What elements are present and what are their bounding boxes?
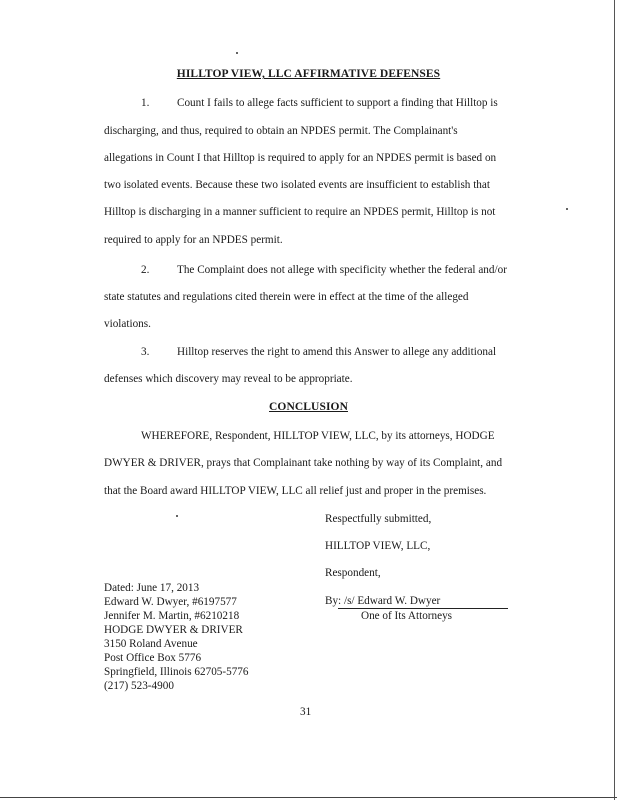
item1-line: Hilltop is discharging in a manner sufficient to require an NPDES permit, Hilltop is not [104,206,496,218]
page-number: 31 [300,706,312,718]
counsel-line: (217) 523-4900 [104,680,174,692]
signature-party: HILLTOP VIEW, LLC, [325,540,431,552]
conclusion-heading: CONCLUSION [269,401,348,413]
counsel-line: Dated: June 17, 2013 [104,582,200,594]
item1-line: Count I fails to allege facts sufficient to support a finding that Hilltop is [177,97,498,109]
item1-line: discharging, and thus, required to obtain an NPDES permit. The Complainant's [104,125,458,137]
scan-speck [566,208,568,210]
scan-edge-bottom [0,797,617,798]
item1-number: 1. [141,97,150,109]
item2-number: 2. [141,264,150,276]
respectfully-submitted: Respectfully submitted, [325,513,432,525]
item2-line: state statutes and regulations cited therein were in effect at the time of the alleged [104,291,469,303]
counsel-line: Springfield, Illinois 62705-5776 [104,666,249,678]
counsel-line: Jennifer M. Martin, #6210218 [104,610,240,622]
item2-line: The Complaint does not allege with specificity whether the federal and/or [177,264,507,276]
counsel-line: HODGE DWYER & DRIVER [104,624,243,636]
signature-role: Respondent, [325,567,381,579]
counsel-line: 3150 Roland Avenue [104,638,198,650]
conclusion-line: DWYER & DRIVER, prays that Complainant take nothing by way of its Complaint, and [104,457,503,469]
counsel-line: Post Office Box 5776 [104,652,202,664]
signature-one-of-attorneys: One of Its Attorneys [361,610,453,622]
scan-speck [236,52,238,54]
signature-by: By: /s/ Edward W. Dwyer [325,595,441,607]
item3-line: Hilltop reserves the right to amend this Answer to allege any additional [177,346,497,358]
item1-line: allegations in Count I that Hilltop is required to apply for an NPDES permit is based on [104,152,497,164]
item2-line: violations. [104,318,151,330]
scan-speck [176,515,178,517]
item1-line: required to apply for an NPDES permit. [104,234,283,246]
signature-line [338,608,508,609]
item3-line: defenses which discovery may reveal to be appropriate. [104,373,353,385]
counsel-line: Edward W. Dwyer, #6197577 [104,596,237,608]
defenses-heading: HILLTOP VIEW, LLC AFFIRMATIVE DEFENSES [176,68,441,80]
item3-number: 3. [141,346,150,358]
scan-edge-right [614,0,615,800]
conclusion-line: that the Board award HILLTOP VIEW, LLC all relief just and proper in the premises. [104,485,487,497]
conclusion-line: WHEREFORE, Respondent, HILLTOP VIEW, LLC, by its attorneys, HODGE [141,430,495,442]
item1-line: two isolated events. Because these two isolated events are insufficient to establish that [104,179,490,191]
